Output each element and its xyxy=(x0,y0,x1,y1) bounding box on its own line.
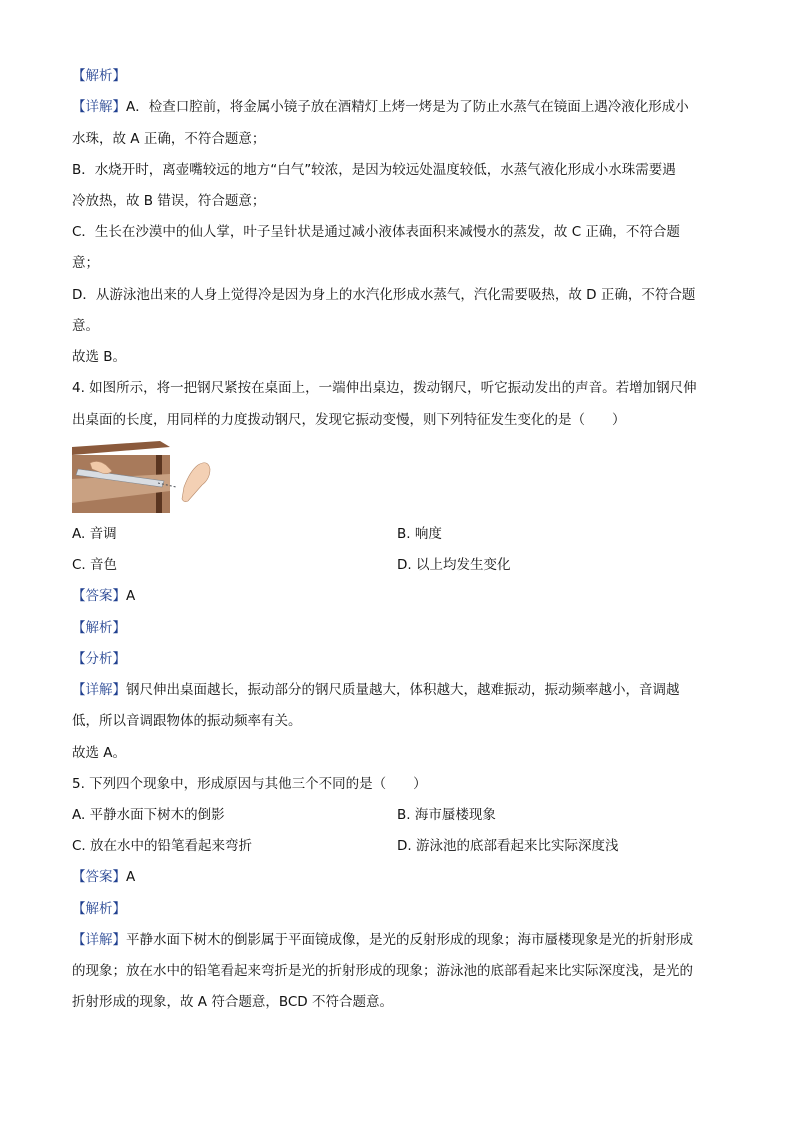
detail-tag: 【详解】 xyxy=(72,932,126,948)
detail-line-3: B．水烧开时，离壶嘴较远的地方“白气”较浓，是因为较远处温度较低，水蒸气液化形成小水珠需要遇 xyxy=(72,162,676,178)
detail-line-2: 水珠，故 A 正确，不符合题意； xyxy=(72,131,266,147)
detail-text: 钢尺伸出桌面越长，振动部分的钢尺质量越大，体积越大，越难振动，振动频率越小，音调越 xyxy=(126,682,680,698)
q4-detail-1 xyxy=(72,680,680,700)
selection-line: 故选 B。 xyxy=(72,349,127,365)
detail-line-4: 冷放热，故 B 错误，符合题意； xyxy=(72,193,266,209)
detail-line-6: 意； xyxy=(72,255,99,271)
ruler-on-table-figure xyxy=(72,441,218,513)
q5-option-d: D. 游泳池的底部看起来比实际深度浅 xyxy=(397,838,619,854)
detail-tag: 【详解】 xyxy=(72,682,126,698)
q4-option-d: D. 以上均发生变化 xyxy=(397,557,511,573)
q4-analysis-heading: 【解析】 xyxy=(72,620,126,636)
q4-stem-1: 4. 如图所示，将一把钢尺紧按在桌面上，一端伸出桌边，拨动钢尺，听它振动发出的声音。若增加钢尺伸 xyxy=(72,380,697,396)
q4-answer xyxy=(72,586,135,606)
q5-analysis-heading: 【解析】 xyxy=(72,901,126,917)
q5-detail-2: 的现象；放在水中的铅笔看起来弯折是光的折射形成的现象；游泳池的底部看起来比实际深度浅，是光的 xyxy=(72,963,693,979)
q5-option-c: C. 放在水中的铅笔看起来弯折 xyxy=(72,838,253,854)
q4-option-a: A. 音调 xyxy=(72,526,117,542)
q4-option-b: B. 响度 xyxy=(397,526,442,542)
detail-line-1 xyxy=(72,97,689,117)
answer-value: A xyxy=(126,869,136,885)
answer-tag: 【答案】 xyxy=(72,588,126,604)
q4-option-c: C. 音色 xyxy=(72,557,118,573)
q5-detail-3: 折射形成的现象，故 A 符合题意，BCD 不符合题意。 xyxy=(72,994,393,1010)
q4-detail-2: 低，所以音调跟物体的振动频率有关。 xyxy=(72,713,302,729)
detail-text: A．检查口腔前，将金属小镜子放在酒精灯上烤一烤是为了防止水蒸气在镜面上遇冷液化形成小 xyxy=(126,99,689,115)
answer-value: A xyxy=(126,588,136,604)
detail-line-5: C．生长在沙漠中的仙人掌，叶子呈针状是通过减小液体表面积来减慢水的蒸发，故 C 正确，不符合题 xyxy=(72,224,680,240)
q5-option-b: B. 海市蜃楼现象 xyxy=(397,807,496,823)
q5-detail-1 xyxy=(72,930,693,950)
q4-stem-2: 出桌面的长度，用同样的力度拨动钢尺，发现它振动变慢，则下列特征发生变化的是（ ） xyxy=(72,412,626,428)
detail-line-7: D．从游泳池出来的人身上觉得冷是因为身上的水汽化形成水蒸气，汽化需要吸热，故 D 正确，不符合题 xyxy=(72,287,696,303)
q5-stem: 5. 下列四个现象中，形成原因与其他三个不同的是（ ） xyxy=(72,776,427,792)
detail-tag: 【详解】 xyxy=(72,99,126,115)
detail-line-8: 意。 xyxy=(72,318,99,334)
analysis-heading: 【解析】 xyxy=(72,68,126,84)
q5-answer xyxy=(72,867,135,887)
q4-analyze-heading: 【分析】 xyxy=(72,651,126,667)
answer-tag: 【答案】 xyxy=(72,869,126,885)
q5-option-a: A. 平静水面下树木的倒影 xyxy=(72,807,225,823)
q4-selection: 故选 A。 xyxy=(72,745,127,761)
detail-text: 平静水面下树木的倒影属于平面镜成像，是光的反射形成的现象；海市蜃楼现象是光的折射形成 xyxy=(126,932,693,948)
